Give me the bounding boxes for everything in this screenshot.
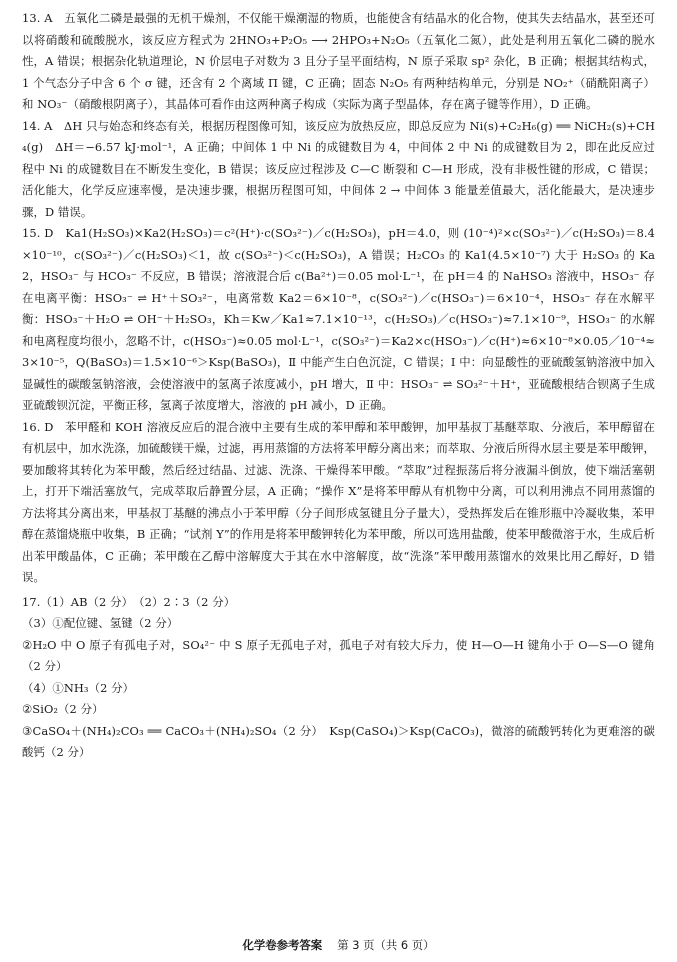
answer-16: 16. D 苯甲醛和 KOH 溶液反应后的混合液中主要有生成的苯甲醇和苯甲酸钾，加甲基叔丁基醚萃取、分液后，苯甲醇留在有机层中，加水洗涤，加硫酸镁干燥，过滤，再用蒸馏的方法将苯甲醇分离出来；而萃取、分液后所得水层主要是苯甲酸钾，要加酸将其转化为苯甲酸，然后经过结晶、过滤、洗涤、干燥得苯甲酸。“萃取”过程振荡后将分液漏斗倒放，使下端活塞朝上，打开下端活塞放气，完成萃取后静置分层，A 正确；“操作 X”是将苯甲醇从有机物中分离，可以利用沸点不同用蒸馏的方法将其分离出来，甲基叔丁基醚的沸点小于苯甲醇（分子间形成氢键且分子量大），受热挥发后在锥形瓶中冷凝收集，苯甲醇在蒸馏烧瓶中收集，B 正确；“试剂 Y”的作用是将苯甲酸钾转化为苯甲酸，所以可选用盐酸，使苯甲酸微溶于水，生成后析出苯甲酸晶体，C 正确；苯甲酸在乙醇中溶解度大于其在水中溶解度，故“洗涤”苯甲酸用蒸馏水的效果比用乙醇好，D 错误。 [22,419,655,584]
answer-17-line-3: ②H₂O 中 O 原子有孤电子对，SO₄²⁻ 中 S 原子无孤电子对，孤电子对有较大斥力，使 H—O—H 键角小于 O—S—O 键角（2 分） [22,637,655,673]
answer-17-line-5: ②SiO₂（2 分） [22,702,104,716]
footer-page-number: 第 3 页（共 6 页） [337,938,435,952]
answer-15: 15. D Ka1(H₂SO₃)×Ka2(H₂SO₃)＝c²(H⁺)·c(SO₃²⁻)／c(H₂SO₃)，pH＝4.0，则 (10⁻⁴)²×c(SO₃²⁻)／c(H₂SO₃)＝8.4×10⁻¹⁰，c(SO₃²⁻)／c(H₂SO₃)＜1，故 c(SO₃²⁻)＜c(H₂SO₃)，A 错误；H₂CO₃ 的 Ka1(4.5×10⁻⁷) 大于 H₂SO₃ 的 Ka2，HSO₃⁻ 与 HCO₃⁻ 不反应，B 错误；溶液混合后 c(Ba²⁺)＝0.05 mol·L⁻¹，在 pH＝4 的 NaHSO₃ 溶液中，HSO₃⁻ 存在电离平衡：HSO₃⁻ ⇌ H⁺＋SO₃²⁻，电离常数 Ka2＝6×10⁻⁸，c(SO₃²⁻)／c(HSO₃⁻)＝6×10⁻⁴，HSO₃⁻ 存在水解平衡：HSO₃⁻＋H₂O ⇌ OH⁻＋H₂SO₃，Kh＝Kw／Ka1≈7.1×10⁻¹³，c(H₂SO₃)／c(HSO₃⁻)≈7.1×10⁻⁹，HSO₃⁻ 的水解和电离程度均很小，忽略不计，c(HSO₃⁻)≈0.05 mol·L⁻¹，c(SO₃²⁻)＝Ka2×c(HSO₃⁻)／c(H⁺)≈6×10⁻⁸×0.05／10⁻⁴≈3×10⁻⁵，Q(BaSO₃)＝1.5×10⁻⁶＞Ksp(BaSO₃)，Ⅱ 中能产生白色沉淀，C 错误；Ⅰ 中：向显酸性的亚硫酸氢钠溶液中加入显碱性的碳酸氢钠溶液，会使溶液中的氢离子浓度减小，pH 增大，Ⅱ 中：HSO₃⁻ ⇌ SO₃²⁻＋H⁺，亚硫酸根结合钡离子生成亚硫酸钡沉淀，平衡正移，氢离子浓度增大，溶液的 pH 减小，D 正确。 [22,226,655,412]
answer-17-line-4: （4）①NH₃（2 分） [22,680,135,695]
page-footer [0,937,677,953]
answer-body [22,8,655,764]
answer-17-line-6: ③CaSO₄＋(NH₄)₂CO₃ ══ CaCO₃＋(NH₄)₂SO₄（2 分） Ksp(CaSO₄)＞Ksp(CaCO₃)，微溶的硫酸钙转化为更难溶的碳酸钙（2 分） [22,723,655,759]
answer-14: 14. A ΔH 只与始态和终态有关，根据历程图像可知，该反应为放热反应，即总反应为 Ni(s)+C₂H₆(g) ══ NiCH₂(s)+CH₄(g) ΔH＝−6.57 kJ·mol⁻¹，A 正确；中间体 1 中 Ni 的成键数目为 4，中间体 2 中 Ni 的成键数目为 2，即在此反应过程中 Ni 的成键数目在不断发生变化，B 错误；该反应过程涉及 C—C 断裂和 C—H 形成，没有非极性键的形成，C 错误；活化能大，化学反应速率慢，是决速步骤，根据历程图可知，中间体 2 → 中间体 3 能量差值最大，活化能最大，是决速步骤，D 错误。 [22,118,655,219]
answer-13: 13. A 五氧化二磷是最强的无机干燥剂，不仅能干燥潮湿的物质，也能使含有结晶水的化合物，使其失去结晶水，甚至还可以将硝酸和硫酸脱水，该反应方程式为 2HNO₃+P₂O₅ ⟶ 2HPO₃+N₂O₅（五氧化二氮），此处是利用五氧化二磷的脱水性，A 错误；根据杂化轨道理论，N 价层电子对数为 3 且分子呈平面结构，N 原子采取 sp² 杂化，B 正确；根据其结构式，1 个气态分子中含 6 个 σ 键，还含有 2 个离域 Π 键，C 正确；固态 N₂O₅ 有两种结构单元，分别是 NO₂⁺（硝酰阳离子）和 NO₃⁻（硝酸根阴离子），其晶体可看作由这两种离子构成（实际为离子型晶体，存在离子键等作用），D 正确。 [22,11,655,111]
answer-17-line-2: （3）①配位键、氢键（2 分） [22,616,179,630]
footer-title: 化学卷参考答案 [242,938,323,952]
answer-17-line-1: 17.（1）AB（2 分） （2）2∶3（2 分） [22,594,236,609]
answer-17 [22,592,655,764]
